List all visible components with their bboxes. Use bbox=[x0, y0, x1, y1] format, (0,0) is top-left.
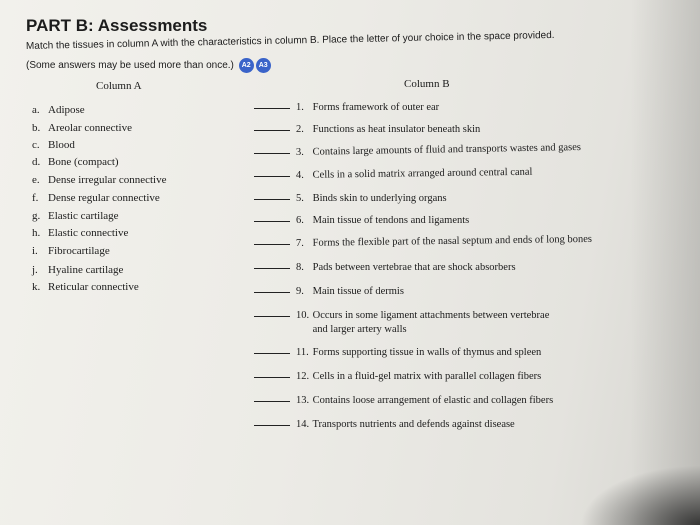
worksheet-page: PART B: Assessments Match the tissues in column A with the characteristics in column B. Place the letter of your choice in the space provided. (Some answers may be used more than once.) A2 A3 Column A Column B a. Adipose b. Areolar connective c. Blood d. Bone (compact) e. Dense irregular connective f. Dense regular connective g. Elastic cartilage h. Elastic connective i. Fibrocartilage j. Hyaline cartilage k. Reticular connective 1. Forms framework of outer ear 2. Functions as heat insulator beneath skin 3. Contains large amounts of fluid and transports wastes and gases 4. Cells in a solid matrix arranged around central canal 5. Binds skin to underlying organs 6. Main tissue of tendons and ligaments 7. Forms the flexible part of the nasal septum and ends of long bones 8. Pads between vertebrae that are shock absorbers 9. Main tissue of dermis 10. Occurs in some ligament attachments between vertebrae and larger artery walls 11. Forms supporting tissue in walls of thymus and spleen 12. Cells in a fluid-gel matrix with parallel collagen fibers 13. Contains loose arrangement of elastic and collagen fibers 14. Transports nutrients and defends against disease bbox=[0, 0, 700, 525]
column-b-item: 10. Occurs in some ligament attachments between vertebrae and larger artery walls bbox=[254, 309, 684, 339]
column-a-item: h. Elastic connective bbox=[32, 227, 129, 239]
page-title: PART B: Assessments bbox=[26, 16, 208, 35]
answer-blank[interactable] bbox=[254, 401, 290, 402]
page-shadow bbox=[630, 0, 700, 525]
answer-blank[interactable] bbox=[254, 377, 290, 378]
column-a-item: g. Elastic cartilage bbox=[32, 210, 119, 222]
column-a-item: b. Areolar connective bbox=[32, 122, 132, 134]
answer-blank[interactable] bbox=[254, 108, 290, 109]
column-a-item: c. Blood bbox=[32, 139, 75, 151]
answer-blank[interactable] bbox=[254, 244, 290, 245]
column-a-item: k. Reticular connective bbox=[32, 281, 139, 293]
column-a-item: i. Fibrocartilage bbox=[32, 245, 110, 257]
answer-blank[interactable] bbox=[254, 353, 290, 354]
answer-blank[interactable] bbox=[254, 199, 290, 200]
answer-blank[interactable] bbox=[254, 130, 290, 131]
answer-blank[interactable] bbox=[254, 268, 290, 269]
instruction-line-1: Match the tissues in column A with the characteristics in column B. Place the letter of your choice in the space provided. bbox=[25, 29, 555, 52]
column-a-item: e. Dense irregular connective bbox=[32, 174, 167, 186]
badge-a2: A2 bbox=[239, 58, 254, 73]
answer-blank[interactable] bbox=[254, 292, 290, 293]
badge-a3: A3 bbox=[256, 58, 271, 73]
answer-blank[interactable] bbox=[254, 221, 290, 222]
answer-blank[interactable] bbox=[254, 425, 290, 426]
answer-blank[interactable] bbox=[254, 176, 290, 177]
answer-blank[interactable] bbox=[254, 316, 290, 317]
column-a-heading: Column A bbox=[96, 80, 142, 92]
column-a-item: a. Adipose bbox=[32, 104, 85, 116]
answer-blank[interactable] bbox=[254, 153, 290, 154]
corner-shadow bbox=[580, 465, 700, 525]
column-a-item: d. Bone (compact) bbox=[32, 156, 119, 168]
instruction-line-2 bbox=[26, 58, 271, 73]
instruction-line-2-text: (Some answers may be used more than once.) bbox=[26, 60, 234, 72]
column-b-heading: Column B bbox=[404, 78, 450, 90]
column-a-item: j. Hyaline cartilage bbox=[32, 264, 124, 276]
column-a-item: f. Dense regular connective bbox=[32, 192, 160, 204]
